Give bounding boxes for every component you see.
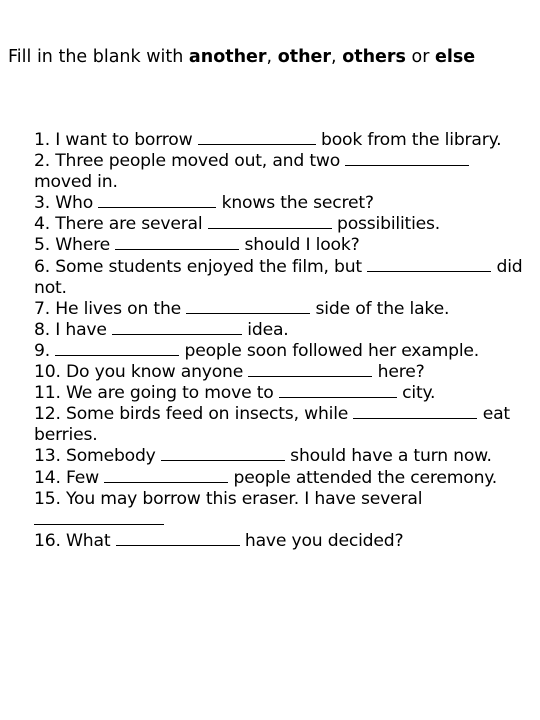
item-text-after: eat berries. [34, 404, 510, 446]
answer-blank[interactable] [112, 333, 242, 335]
exercise-item-5 [34, 235, 524, 256]
title-separator: , [331, 47, 343, 67]
title-separator: , [266, 47, 278, 67]
exercise-item-14 [34, 468, 524, 489]
worksheet-title [8, 44, 533, 70]
answer-blank[interactable] [34, 523, 164, 525]
answer-blank[interactable] [248, 375, 372, 377]
item-text-after: side of the lake. [310, 298, 450, 319]
item-text-before: 5. Where [34, 235, 116, 256]
answer-blank[interactable] [186, 312, 310, 314]
item-text-after: people soon followed her example. [179, 340, 480, 361]
item-text-after: did not. [34, 256, 523, 298]
item-text-before: 11. We are going to move to [34, 383, 279, 404]
answer-blank[interactable] [55, 354, 179, 356]
exercise-item-7 [34, 299, 524, 320]
item-text-before: 6. Some students enjoyed the film, but [34, 256, 368, 277]
exercise-item-10 [34, 362, 524, 383]
exercise-item-3 [34, 193, 524, 214]
item-text-before: 9. [34, 340, 56, 361]
exercise-item-11 [34, 383, 524, 404]
item-text-after: have you decided? [239, 530, 404, 551]
item-text-before: 12. Some birds feed on insects, while [34, 404, 354, 425]
exercise-item-13 [34, 446, 524, 467]
item-text-after: should have a turn now. [284, 446, 492, 467]
item-text-before: 1. I want to borrow [34, 130, 198, 150]
exercise-item-16 [34, 531, 524, 552]
exercise-list [34, 130, 524, 552]
answer-blank[interactable] [353, 417, 477, 419]
item-text-after: here? [372, 362, 425, 383]
exercise-item-2 [34, 151, 524, 193]
exercise-item-4 [34, 214, 524, 235]
item-text-before: 10. Do you know anyone [34, 362, 249, 383]
item-text-before: 2. Three people moved out, and two [34, 151, 346, 172]
item-text-after: moved in. [34, 172, 118, 193]
exercise-item-8 [34, 320, 524, 341]
answer-blank[interactable] [116, 544, 240, 546]
answer-blank[interactable] [367, 270, 491, 272]
answer-blank[interactable] [115, 248, 239, 250]
item-text-after: knows the secret? [216, 193, 374, 214]
exercise-item-15 [34, 489, 524, 531]
item-text-after: idea. [242, 319, 289, 340]
answer-blank[interactable] [198, 143, 316, 145]
exercise-item-9 [34, 341, 524, 362]
item-text-before: 15. You may borrow this eraser. I have several [34, 488, 423, 509]
item-text-before: 8. I have [34, 319, 113, 340]
item-text-after: people attended the ceremony. [228, 467, 498, 488]
title-word-others: others [342, 47, 406, 67]
exercise-item-12 [34, 404, 524, 446]
item-text-before: 13. Somebody [34, 446, 161, 467]
answer-blank[interactable] [208, 227, 332, 229]
answer-blank[interactable] [98, 206, 216, 208]
item-text-before: 14. Few [34, 467, 105, 488]
exercise-item-6 [34, 257, 524, 299]
title-prefix: Fill in the blank with [8, 47, 189, 67]
item-text-after: should I look? [239, 235, 360, 256]
item-text-after: possibilities. [331, 214, 441, 235]
answer-blank[interactable] [161, 459, 285, 461]
item-text-before: 4. There are several [34, 214, 208, 235]
item-text-after: city. [396, 383, 436, 404]
item-text-before: 7. He lives on the [34, 298, 187, 319]
item-text-before: 3. Who [34, 193, 99, 214]
title-separator: or [405, 47, 435, 67]
exercise-item-1 [34, 130, 524, 151]
title-word-other: other [277, 47, 332, 67]
answer-blank[interactable] [104, 481, 228, 483]
item-text-before: 16. What [34, 530, 116, 551]
title-word-another: another [188, 47, 267, 67]
item-text-after: book from the library. [315, 130, 502, 150]
answer-blank[interactable] [279, 396, 397, 398]
answer-blank[interactable] [345, 164, 469, 166]
title-word-else: else [434, 47, 476, 67]
